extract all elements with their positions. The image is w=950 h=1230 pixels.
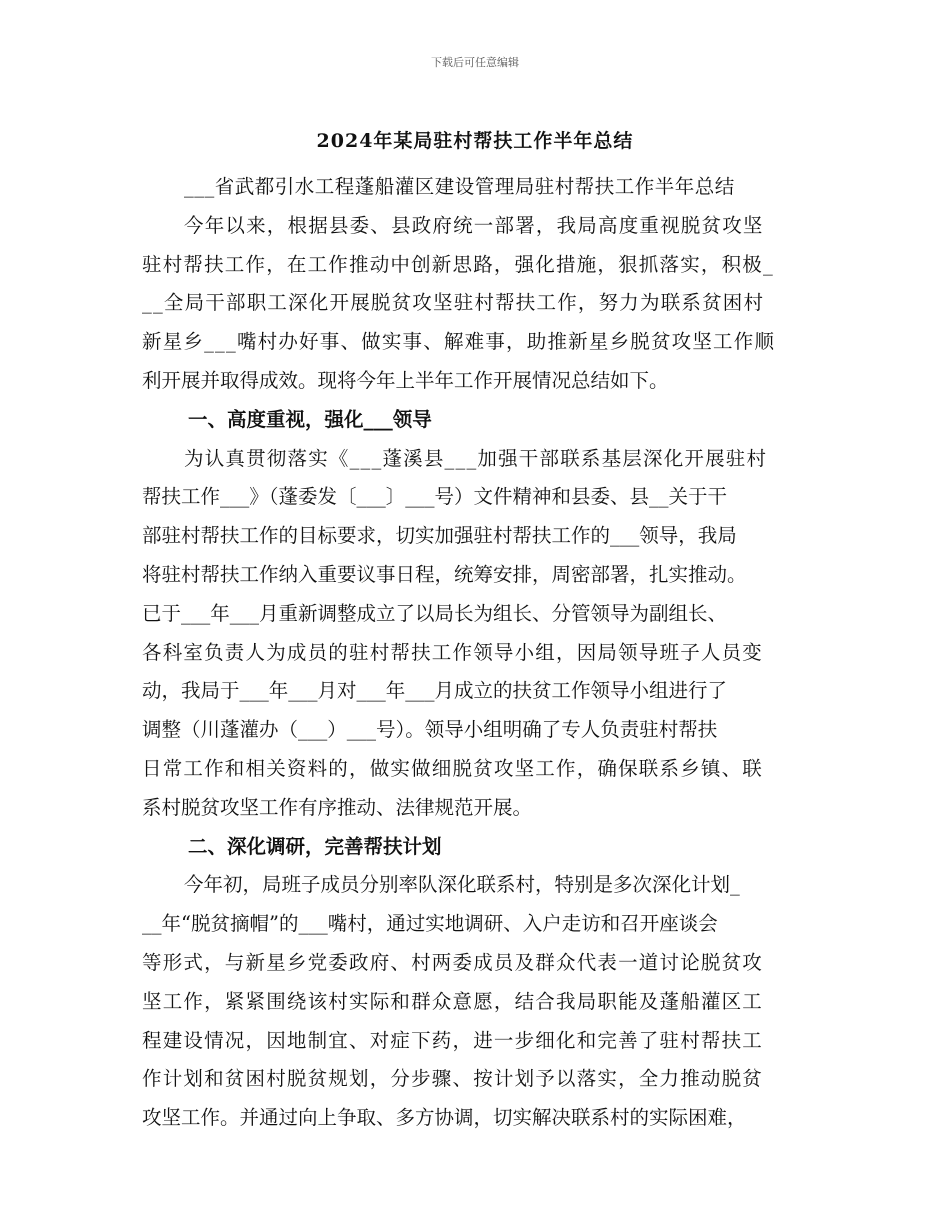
paragraph-line: 将驻村帮扶工作纳入重要议事日程，统筹安排，周密部署，扎实推动。 xyxy=(142,562,747,586)
document-body xyxy=(142,168,812,1138)
paragraph-line: 新星乡___嘴村办好事、做实事、解难事，助推新星乡脱贫攻坚工作顺 xyxy=(142,330,776,354)
document-subtitle: ___省武都引水工程蓬船灌区建设管理局驻村帮扶工作半年总结 xyxy=(184,175,735,198)
section-heading: 一、高度重视，强化___领导 xyxy=(188,407,432,431)
paragraph-line: 利开展并取得成效。现将今年上半年工作开展情况总结如下。 xyxy=(142,368,669,392)
paragraph-line: 系村脱贫攻坚工作有序推动、法律规范开展。 xyxy=(142,795,533,819)
paragraph-line: 已于___年___月重新调整成立了以局长为组长、分管领导为副组长、 xyxy=(142,601,728,625)
paragraph-line: 等形式，与新星乡党委政府、村两委成员及群众代表一道讨论脱贫攻 xyxy=(142,950,764,974)
paragraph-line: 帮扶工作___》（蓬委发〔___〕___号）文件精神和县委、县__关于干 xyxy=(142,485,728,509)
paragraph-line: 日常工作和相关资料的，做实做细脱贫攻坚工作，确保联系乡镇、联 xyxy=(142,756,764,780)
paragraph-line: 调整（川蓬灌办（___）___号）。领导小组明确了专人负责驻村帮扶 xyxy=(142,718,718,742)
paragraph-line: 今年初，局班子成员分别率队深化联系村，特别是多次深化计划_ xyxy=(184,873,740,897)
paragraph-line: 动，我局于___年___月对___年___月成立的扶贫工作领导小组进行了 xyxy=(142,679,728,703)
header-note: 下载后可任意编辑 xyxy=(431,56,519,69)
document-title: 2024年某局驻村帮扶工作半年总结 xyxy=(316,130,634,152)
paragraph-line: 攻坚工作。并通过向上争取、多方协调，切实解决联系村的实际困难， xyxy=(142,1106,747,1130)
paragraph-line: 程建设情况，因地制宜、对症下药，进一步细化和完善了驻村帮扶工 xyxy=(142,1028,764,1052)
section-heading: 二、深化调研，完善帮扶计划 xyxy=(188,834,442,858)
paragraph-line: __年“脱贫摘帽”的___嘴村，通过实地调研、入户走访和召开座谈会 xyxy=(142,912,718,936)
paragraph-line: 为认真贯彻落实《___蓬溪县___加强干部联系基层深化开展驻村 xyxy=(184,446,768,470)
paragraph-line: 作计划和贫困村脱贫规划，分步骤、按计划予以落实，全力推动脱贫 xyxy=(142,1067,764,1091)
paragraph-line: 各科室负责人为成员的驻村帮扶工作领导小组，因局领导班子人员变 xyxy=(142,640,764,664)
paragraph-line: 部驻村帮扶工作的目标要求，切实加强驻村帮扶工作的___领导，我局 xyxy=(142,524,737,548)
paragraph-line: 坚工作，紧紧围绕该村实际和群众意愿，结合我局职能及蓬船灌区工 xyxy=(142,989,764,1013)
paragraph-line: __全局干部职工深化开展脱贫攻坚驻村帮扶工作，努力为联系贫困村 xyxy=(142,291,765,315)
paragraph-line: 今年以来，根据县委、县政府统一部署，我局高度重视脱贫攻坚 xyxy=(184,213,764,237)
paragraph-line: 驻村帮扶工作，在工作推动中创新思路，强化措施，狠抓落实，积极_ xyxy=(142,252,774,276)
